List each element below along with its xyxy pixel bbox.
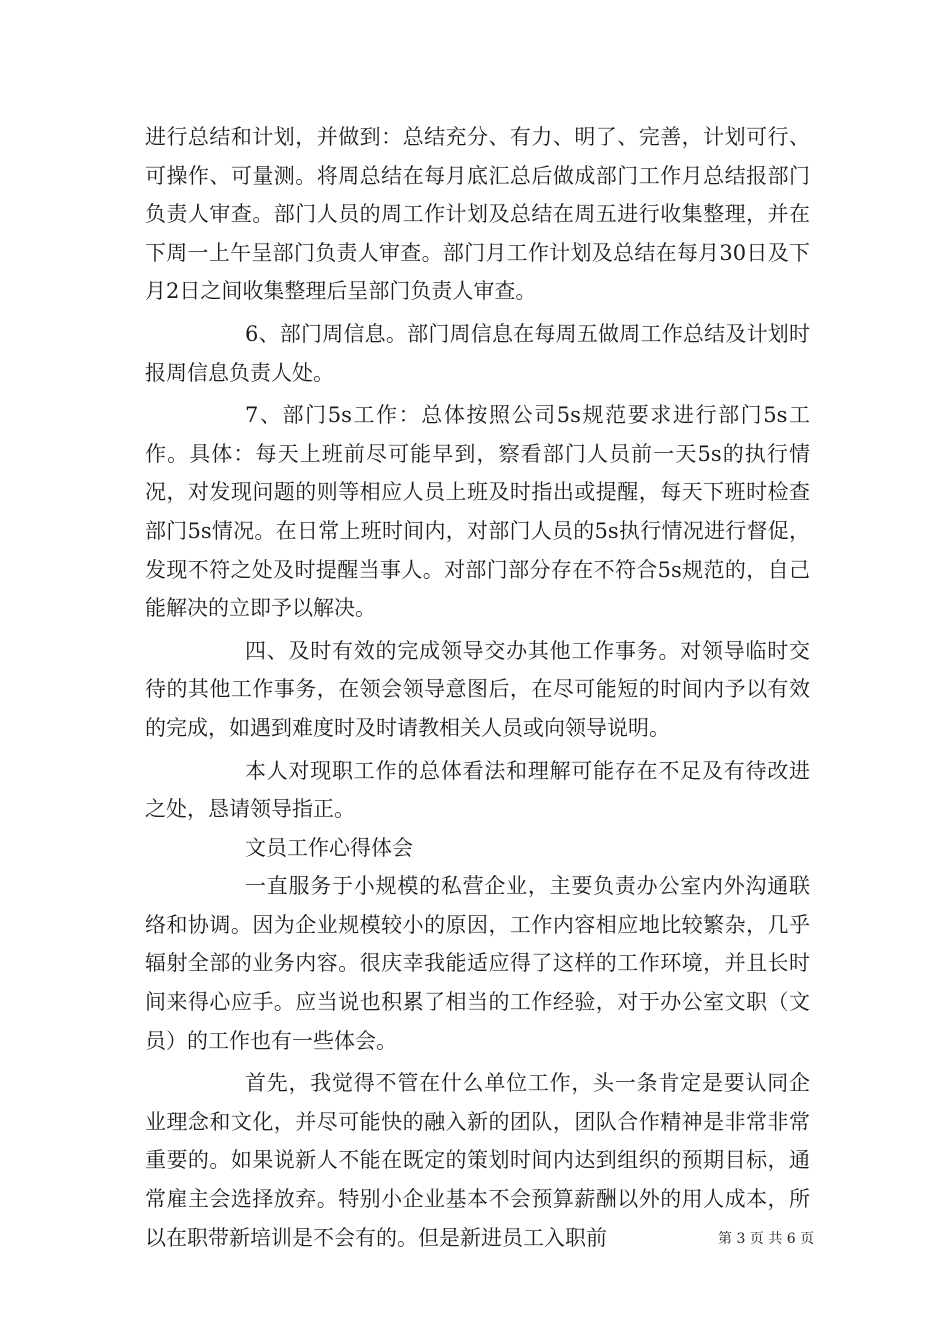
document-body: [145, 118, 810, 1257]
paragraph-intro: 一直服务于小规模的私营企业，主要负责办公室内外沟通联络和协调。因为企业规模较小的原因，工作内容相应地比较繁杂，几乎辐射全部的业务内容。很庆幸我能适应得了这样的工作环境，并且长时间来得心应手。应当说也积累了相当的工作经验，对于办公室文职（文员）的工作也有一些体会。: [145, 874, 810, 1053]
paragraph-closing: 本人对现职工作的总体看法和理解可能存在不足及有待改进之处，恳请领导指正。: [145, 758, 810, 822]
section-heading: 文员工作心得体会: [245, 835, 413, 860]
paragraph-5s-work: 7、部门5s工作：总体按照公司5s规范要求进行部门5s工作。具体：每天上班前尽可能早到，察看部门人员前一天5s的执行情况，对发现问题的则等相应人员上班及时指出或提醒，每天下班时检查部门5s情况。在日常上班时间内，对部门人员的5s执行情况进行督促，发现不符之处及时提醒当事人。对部门部分存在不符合5s规范的，自己能解决的立即予以解决。: [145, 403, 810, 621]
page-number-footer: 第 3 页 共 6 页: [718, 1231, 815, 1247]
paragraph-first-point: 首先，我觉得不管在什么单位工作，头一条肯定是要认同企业理念和文化，并尽可能快的融入新的团队，团队合作精神是非常非常重要的。如果说新人不能在既定的策划时间内达到组织的预期目标，通常雇主会选择放弃。特别小企业基本不会预算薪酬以外的用人成本，所以在职带新培训是不会有的。但是新进员工入职前: [145, 1071, 810, 1250]
paragraph-continuation: 进行总结和计划，并做到：总结充分、有力、明了、完善，计划可行、可操作、可量测。将周总结在每月底汇总后做成部门工作月总结报部门负责人审查。部门人员的周工作计划及总结在周五进行收集整理，并在下周一上午呈部门负责人审查。部门月工作计划及总结在每月30日及下月2日之间收集整理后呈部门负责人审查。: [145, 125, 810, 304]
paragraph-weekly-info: 6、部门周信息。部门周信息在每周五做周工作总结及计划时报周信息负责人处。: [145, 321, 810, 385]
paragraph-leader-tasks: 四、及时有效的完成领导交办其他工作事务。对领导临时交待的其他工作事务，在领会领导意图后，在尽可能短的时间内予以有效的完成，如遇到难度时及时请教相关人员或向领导说明。: [145, 638, 810, 740]
